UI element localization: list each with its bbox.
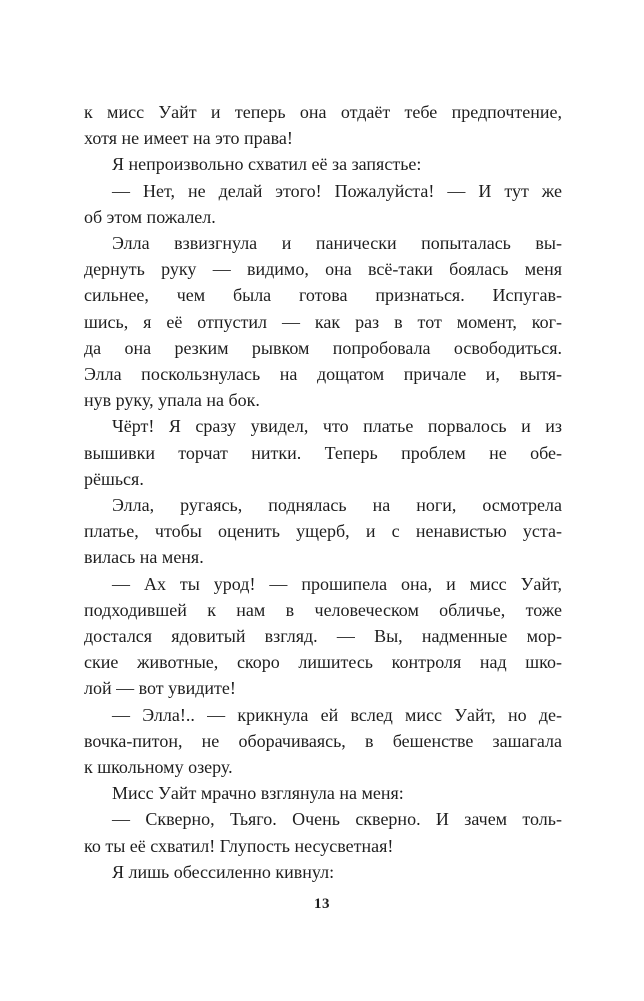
text-line: вилась на меня. (84, 547, 204, 568)
text-line: ские животные, скоро лишитесь контроля над шко- (84, 652, 562, 673)
text-line: вочка-питон, не оборачиваясь, в бешенстве зашагала (84, 730, 562, 751)
paragraph (84, 178, 562, 230)
text-line: сильнее, чем была готова признаться. Испугав- (84, 285, 562, 306)
text-line: — Элла!.. — крикнула ей вслед мисс Уайт, но де- (112, 704, 562, 725)
text-line: Чёрт! Я сразу увидел, что платье порвалось и из (112, 416, 562, 437)
paragraph (84, 859, 562, 885)
text-line: — Нет, не делай этого! Пожалуйста! — И тут же (112, 180, 562, 201)
text-line: лой — вот увидите! (84, 678, 236, 699)
text-block (84, 99, 562, 885)
text-line: хотя не имеет на это права! (84, 128, 293, 149)
text-line: — Скверно, Тьяго. Очень скверно. И зачем толь- (112, 809, 562, 830)
paragraph (84, 230, 562, 413)
text-line: к мисс Уайт и теперь она отдаёт тебе предпочтение, (84, 102, 562, 122)
text-line: — Ах ты урод! — прошипела она, и мисс Уайт, (112, 573, 562, 594)
text-line: Я непроизвольно схватил её за запястье: (112, 154, 422, 175)
text-line: дернуть руку — видимо, она всё-таки боялась меня (84, 259, 562, 280)
text-line: об этом пожалел. (84, 206, 216, 227)
paragraph (84, 571, 562, 702)
text-line: вышивки торчат нитки. Теперь проблем не обе- (84, 442, 562, 463)
text-line: достался ядовитый взгляд. — Вы, надменные мор- (84, 626, 562, 647)
text-line: платье, чтобы оценить ущерб, и с ненавистью уста- (84, 521, 562, 542)
text-line: к школьному озеру. (84, 757, 233, 778)
text-line: ко ты её схватил! Глупость несусветная! (84, 835, 394, 856)
paragraph (84, 492, 562, 571)
text-line: Элла взвизгнула и панически попыталась вы- (112, 233, 562, 254)
paragraph (84, 151, 562, 177)
paragraph (84, 780, 562, 806)
paragraph (84, 806, 562, 858)
text-line: шись, я её отпустил — как раз в тот момент, ког- (84, 311, 562, 332)
text-line: рёшься. (84, 468, 144, 489)
text-line: Элла, ругаясь, поднялась на ноги, осмотрела (112, 495, 562, 516)
paragraph (84, 702, 562, 781)
text-line: Я лишь обессиленно кивнул: (112, 861, 335, 882)
text-line: подходившей к нам в человеческом обличье, тоже (84, 599, 562, 620)
text-line: Мисс Уайт мрачно взглянула на меня: (112, 783, 404, 804)
paragraph (84, 99, 562, 151)
text-line: нув руку, упала на бок. (84, 390, 260, 411)
text-line: да она резким рывком попробовала освободиться. (84, 337, 562, 358)
text-line: Элла поскользнулась на дощатом причале и, вытя- (84, 364, 562, 385)
page-number: 13 (314, 896, 330, 912)
paragraph (84, 413, 562, 492)
